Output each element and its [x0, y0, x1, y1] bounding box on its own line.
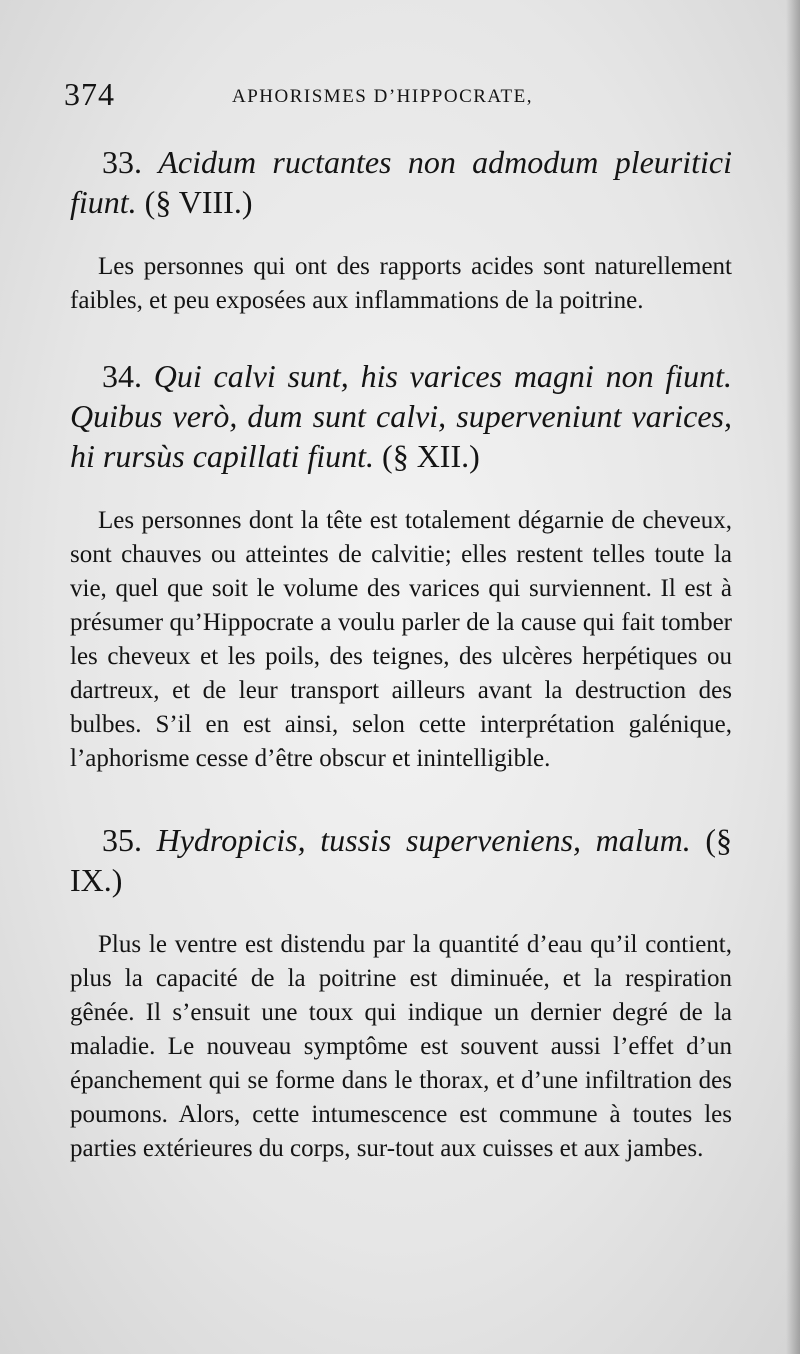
page-body — [70, 142, 732, 1166]
commentary-33: Les personnes qui ont des rapports acides sont naturellement faibles, et peu exposées aux inflammations de la poitrine. — [70, 253, 732, 314]
aphorism-reference: (§ VIII.) — [144, 184, 253, 220]
commentary-35: Plus le ventre est distendu par la quantité d’eau qu’il contient, plus la capacité de la poitrine est diminuée, et la respiration gênée. Il s’ensuit une toux qui indique un dernier degré de la maladie. Le nouveau symptôme est souvent aussi l’effet d’un épanchement qui se forme dans le thorax, et d’une infiltration des poumons. Alors, cette intumescence est commune à toutes les parties extérieures du corps, sur-tout aux cuisses et aux jambes. — [70, 931, 732, 1162]
commentary-34: Les personnes dont la tête est totalement dégarnie de cheveux, sont chauves ou atteintes de calvitie; elles restent telles toute la vie, quel que soit le volume des varices qui surviennent. Il est à présumer qu’Hippocrate a voulu parler de la cause qui fait tomber les cheveux et les poils, des teignes, des ulcères herpétiques ou dartreux, et de leur transport ailleurs avant la destruction des bulbes. S’il en est ainsi, selon cette interprétation galénique, l’aphorisme cesse d’être obscur et inintelligible. — [70, 507, 732, 772]
aphorism-33 — [70, 142, 732, 222]
aphorism-reference: (§ IX.) — [70, 822, 733, 898]
aphorism-34 — [70, 356, 732, 476]
page-header — [64, 76, 744, 116]
aphorism-latin-text: Qui calvi sunt, his varices magni non fiunt. Quibus verò, dum sunt calvi, superveniunt varices, hi rursùs capillati fiunt. — [70, 358, 733, 474]
running-title: APHORISMES D’HIPPOCRATE, — [232, 86, 533, 107]
aphorism-number: 35. — [102, 822, 142, 858]
aphorism-35 — [70, 820, 732, 900]
aphorism-latin-text: Acidum ructantes non admodum pleuritici fiunt. — [70, 144, 733, 220]
aphorism-latin-text: Hydropicis, tussis superveniens, malum. — [156, 822, 691, 858]
page-number: 374 — [64, 76, 115, 112]
aphorism-number: 34. — [102, 358, 142, 394]
aphorism-reference: (§ XII.) — [382, 438, 480, 474]
aphorism-number: 33. — [102, 144, 142, 180]
page-edge-shadow — [786, 0, 800, 1354]
